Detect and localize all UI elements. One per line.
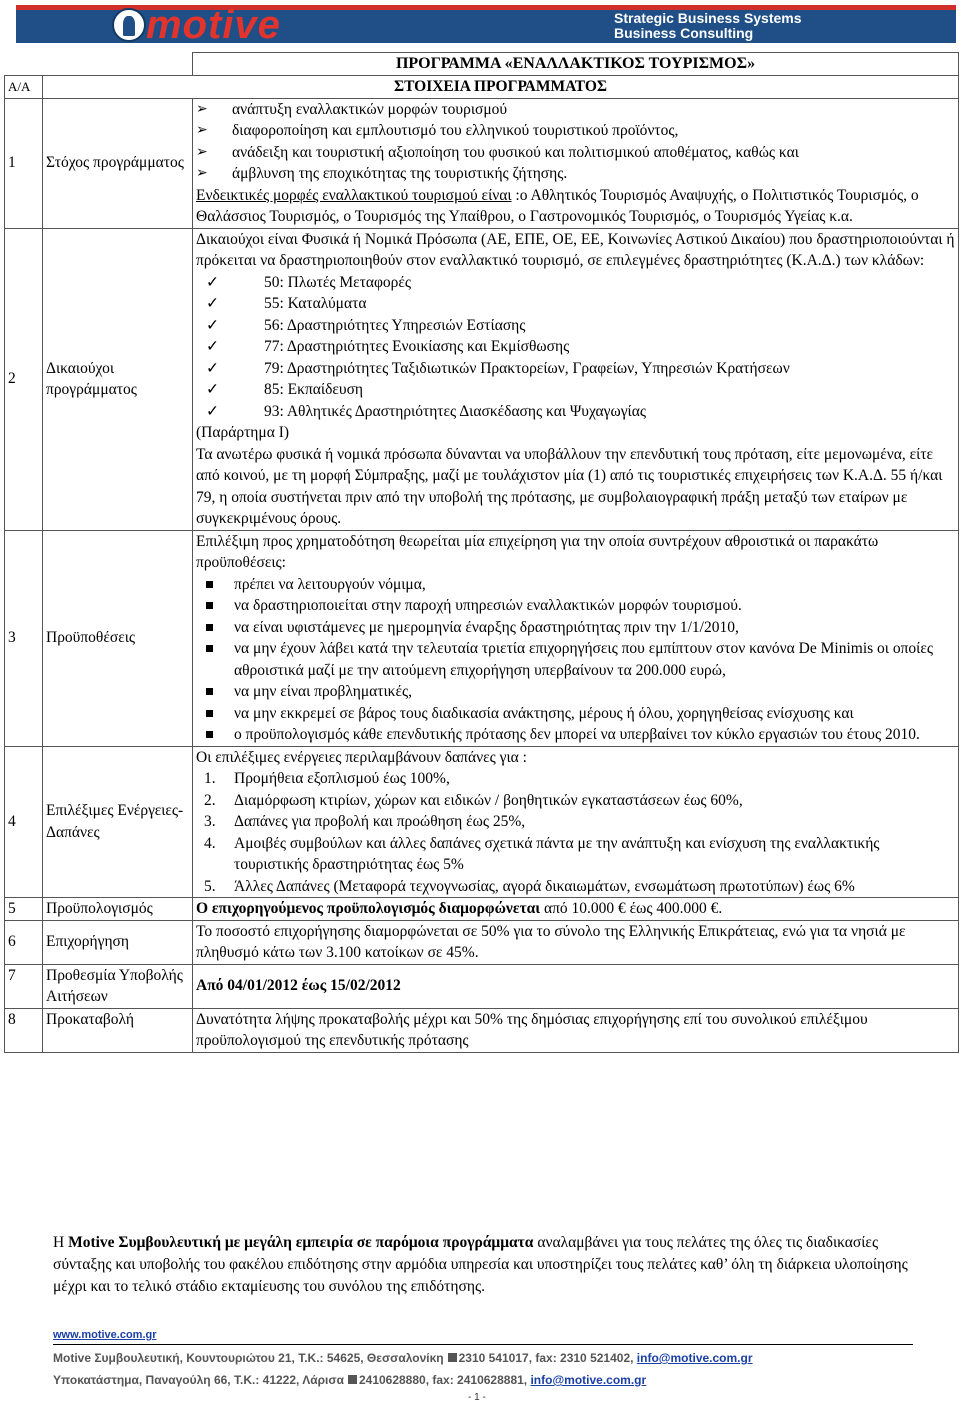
list-item: να μην έχουν λάβει κατά την τελευταία τριετία επιχορηγήσεις που εμπίπτουν στον κανόνα De Minimis οι οποίες αθροιστικά μαζί με την αιτούμενη επιχορήγηση υπερβαίνουν τα 200.000 ευρώ,: [196, 638, 955, 681]
closing-start: Η: [53, 1234, 69, 1251]
beneficiaries-outro: Τα ανωτέρω φυσικά ή νομικά πρόσωπα δύνανται να υποβάλλουν την επενδυτική τους πρόταση, είτε μεμονωμένα, είτε από κοινού, με τη μορφή Σύμπραξης, μαζί με τουλάχιστον μία (1) από τις τουριστικές επιχειρήσεις των Κ.Α.Δ. 55 ή/και 79, η οποία συστήνεται πριν από την υποβολή της πρότασης, με συμβολαιογραφική πράξη μεταξύ των εταίρων με συγκεκριμένους όρους.: [196, 445, 943, 527]
list-item: ✓ 50: Πλωτές Μεταφορές: [196, 272, 955, 294]
address-line-1: [53, 1351, 753, 1365]
list-item: να μην είναι προβληματικές,: [196, 681, 955, 703]
phone-icon: [448, 1353, 457, 1362]
program-table: [4, 52, 959, 1053]
item-number: 5.: [204, 877, 216, 895]
conditions-intro: Επιλέξιμη προς χρηματοδότηση θεωρείται μία επιχείρηση για την οποία συντρέχουν αθροιστικά οι παρακάτω προϋποθέσεις:: [196, 532, 879, 571]
email-link[interactable]: info@motive.com.gr: [530, 1373, 647, 1387]
list-item: ✓ 55: Καταλύματα: [196, 293, 955, 315]
table-row: [5, 98, 959, 228]
website-link[interactable]: www.motive.com.gr: [53, 1329, 157, 1341]
banner-tagline-1: Strategic Business Systems: [614, 10, 802, 26]
row-content: [193, 98, 959, 228]
closing-paragraph: [53, 1232, 908, 1298]
row-number: 3: [5, 530, 43, 746]
list-item: [196, 768, 955, 790]
list-item: ➢ άμβλυνση της εποχικότητας της τουριστικής ζήτησης.: [196, 163, 955, 185]
table-row: [5, 898, 959, 921]
footer-divider: [53, 1344, 913, 1345]
list-item: [196, 790, 955, 812]
row-content: Από 04/01/2012 έως 15/02/2012: [193, 964, 959, 1008]
email-link[interactable]: info@motive.com.gr: [636, 1351, 753, 1365]
row-label: Προθεσμία Υποβολής Αιτήσεων: [43, 964, 193, 1008]
row-number: 5: [5, 898, 43, 921]
table-row: [5, 920, 959, 964]
doc-title: ΠΡΟΓΡΑΜΜΑ «ΕΝΑΛΛΑΚΤΙΚΟΣ ΤΟΥΡΙΣΜΟΣ»: [193, 53, 959, 76]
tourism-forms-heading: Ενδεικτικές μορφές εναλλακτικού τουρισμού είναι: [196, 186, 512, 204]
page-number: - 1 -: [468, 1392, 486, 1403]
row-number: 2: [5, 228, 43, 530]
item-text: Διαμόρφωση κτιρίων, χώρων και ειδικών / βοηθητικών εγκαταστάσεων έως 60%,: [234, 791, 743, 809]
row-number: 4: [5, 746, 43, 898]
closing-bold: Motive Συμβουλευτική με μεγάλη εμπειρία σε παρόμοια προγράμματα: [68, 1234, 534, 1251]
item-number: 4.: [204, 834, 216, 852]
motive-logo-icon: [112, 8, 146, 42]
row-content: Δυνατότητα λήψης προκαταβολής μέχρι και 50% της δημόσιας επιχορήγησης επί του συνολικού επιλέξιμου προϋπολογισμού της επενδυτικής πρότασης: [193, 1008, 959, 1052]
table-row: [5, 964, 959, 1008]
table-row: [5, 1008, 959, 1052]
address-line-2: [53, 1373, 646, 1387]
item-number: 2.: [204, 791, 216, 809]
goal-list: [196, 99, 955, 185]
list-item: πρέπει να λειτουργούν νόμιμα,: [196, 574, 955, 596]
row-number: 7: [5, 964, 43, 1008]
budget-heading: Ο επιχορηγούμενος προϋπολογισμός διαμορφώνεται: [196, 900, 541, 917]
header-number: Α/Α: [5, 76, 43, 99]
banner-tagline-2: Business Consulting: [614, 25, 754, 41]
row-label: Στόχος προγράμματος: [43, 98, 193, 228]
list-item: ✓ 93: Αθλητικές Δραστηριότητες Διασκέδασης και Ψυχαγωγίας: [196, 401, 955, 423]
row-label: Προϋποθέσεις: [43, 530, 193, 746]
list-item: [196, 811, 955, 833]
header-section: ΣΤΟΙΧΕΙΑ ΠΡΟΓΡΑΜΜΑΤΟΣ: [43, 76, 959, 99]
table-row: [5, 228, 959, 530]
beneficiaries-intro: Δικαιούχοι είναι Φυσικά ή Νομικά Πρόσωπα (ΑΕ, ΕΠΕ, ΟΕ, ΕΕ, Κοινωνίες Αστικού Δικαίου) που δραστηριοποιούνται ή πρόκειται να δραστηριοποιηθούν στον εναλλακτικό τουρισμό, σε επιλεγμένες δραστηριότητες (Κ.Α.Δ.) των κλάδων:: [196, 230, 955, 269]
logo-text: motive: [146, 5, 281, 43]
phone-icon: [348, 1375, 357, 1384]
row-content: [193, 530, 959, 746]
annex-note: (Παράρτημα Ι): [196, 424, 290, 441]
address-text: Υποκατάστημα, Παναγούλη 66, Τ.Κ.: 41222, Λάρισα: [53, 1373, 344, 1387]
list-item: ο προϋπολογισμός κάθε επενδυτικής πρότασης δεν μπορεί να υπερβαίνει τον κύκλο εργασιών του έτους 2010.: [196, 724, 955, 746]
closing-rest: αναλαμβάνει για τους πελάτες της όλες τις διαδικασίες σύνταξης και υποβολής του φακέλου επιδότησης στην αρμόδια υπηρεσία και υποστηρίζει τους πελάτες καθ’ όλη τη διάρκεια υλοποίησης μέχρι και το τελικό στάδιο εκταμίευσης του συνόλου της επιδότησης.: [53, 1234, 908, 1295]
list-item: ✓ 77: Δραστηριότητες Ενοικίασης και Εκμίσθωσης: [196, 336, 955, 358]
item-number: 1.: [204, 770, 216, 787]
row-number: 1: [5, 98, 43, 228]
row-label: Επιλέξιμες Ενέργειες-Δαπάνες: [43, 746, 193, 898]
item-number: 3.: [204, 813, 216, 830]
list-item: ✓ 85: Εκπαίδευση: [196, 379, 955, 401]
expenses-intro: Οι επιλέξιμες ενέργειες περιλαμβάνουν δαπάνες για :: [196, 748, 527, 766]
row-number: 6: [5, 920, 43, 964]
list-item: να είναι υφιστάμενες με ημερομηνία έναρξης δραστηριότητας πριν την 1/1/2010,: [196, 617, 955, 639]
list-item: να μην εκκρεμεί σε βάρος τους διαδικασία ανάκτησης, μέρους ή όλου, χορηγηθείσας ενίσχυσης και: [196, 703, 955, 725]
row-label: Προϋπολογισμός: [43, 898, 193, 921]
list-item: [196, 876, 955, 898]
expenses-list: [196, 768, 955, 897]
list-item: ✓ 79: Δραστηριότητες Ταξιδιωτικών Πρακτορείων, Γραφείων, Υπηρεσιών Κρατήσεων: [196, 358, 955, 380]
header-banner: [16, 5, 956, 43]
phone-text: 2410628880, fax: 2410628881,: [358, 1373, 528, 1387]
row-label: Προκαταβολή: [43, 1008, 193, 1052]
list-item: ✓ 56: Δραστηριότητες Υπηρεσιών Εστίασης: [196, 315, 955, 337]
item-text: Αμοιβές συμβούλων και άλλες δαπάνες σχετικά πάντα με την ανάπτυξη και ενίσχυση της εναλλακτικής τουριστικής δραστηριότητας έως 5%: [234, 834, 880, 873]
list-item: να δραστηριοποιείται στην παροχή υπηρεσιών εναλλακτικών μορφών τουρισμού.: [196, 595, 955, 617]
address-text: Motive Συμβουλευτική, Κουντουριώτου 21, Τ.Κ.: 54625, Θεσσαλονίκη: [53, 1351, 444, 1365]
item-text: Άλλες Δαπάνες (Μεταφορά τεχνογνωσίας, αγορά δικαιωμάτων, ενσωμάτωση πρωτοτύπων) έως 6%: [234, 877, 855, 895]
item-text: Προμήθεια εξοπλισμού έως 100%,: [234, 770, 450, 787]
row-content: [193, 898, 959, 921]
item-text: Δαπάνες για προβολή και προώθηση έως 25%,: [234, 813, 526, 830]
row-content: [193, 746, 959, 898]
row-number: 8: [5, 1008, 43, 1052]
tourism-forms-text: :ο Αθλητικός Τουρισμός Αναψυχής, ο Πολιτιστικός Τουρισμός, ο Θαλάσσιος Τουρισμός, ο Τουρισμός της Υπαίθρου, ο Γαστρονομικός Τουρισμός, ο Τουρισμός Υγείας κ.α.: [196, 186, 919, 225]
row-label: Δικαιούχοι προγράμματος: [43, 228, 193, 530]
row-content: Το ποσοστό επιχορήγησης διαμορφώνεται σε 50% για το σύνολο της Ελληνικής Επικράτειας, ενώ για τα νησιά με πληθυσμό κάτω των 3.100 κατοίκων σε 45%.: [193, 920, 959, 964]
list-item: ➢ ανάπτυξη εναλλακτικών μορφών τουρισμού: [196, 99, 955, 121]
tourism-forms: [196, 185, 955, 228]
table-row: [5, 746, 959, 898]
list-item: [196, 833, 955, 876]
list-item: ➢ ανάδειξη και τουριστική αξιοποίηση του φυσικού και πολιτισμικού αποθέματος, καθώς και: [196, 142, 955, 164]
table-row: [5, 530, 959, 746]
budget-range: από 10.000 € έως 400.000 €.: [540, 900, 723, 917]
row-label: Επιχορήγηση: [43, 920, 193, 964]
row-content: [193, 228, 959, 530]
conditions-list: [196, 574, 955, 746]
list-item: ➢ διαφοροποίηση και εμπλουτισμό του ελληνικού τουριστικού προϊόντος,: [196, 120, 955, 142]
kad-code-list: [196, 272, 955, 423]
phone-text: 2310 541017, fax: 2310 521402,: [458, 1351, 634, 1365]
